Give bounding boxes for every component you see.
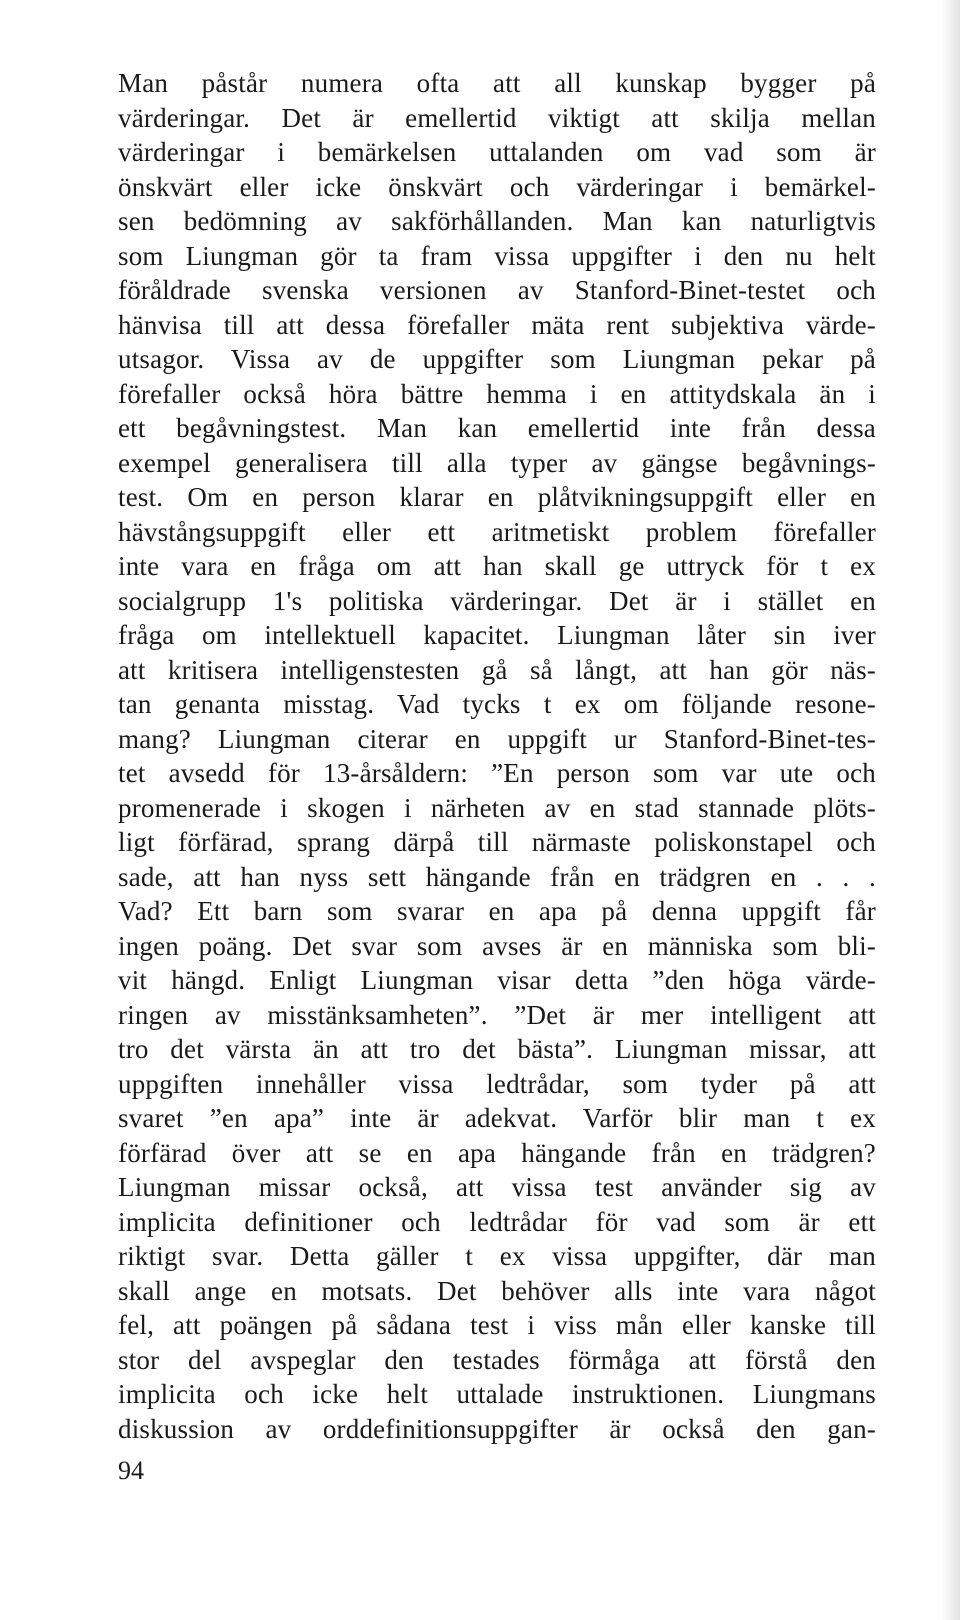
text-line: vit hängd. Enligt Liungman visar detta ”den höga värde- xyxy=(118,965,876,995)
body-text xyxy=(118,66,876,1446)
text-line: implicita och icke helt uttalade instruktionen. Liungmans xyxy=(118,1379,876,1409)
text-line: implicita definitioner och ledtrådar för vad som är ett xyxy=(118,1206,876,1237)
text-line: inte vara en fråga om att han skall ge uttryck för t ex xyxy=(118,551,876,581)
page-number: 94 xyxy=(118,1456,144,1485)
text-line: exempel generalisera till alla typer av gängse begåvnings- xyxy=(118,447,876,478)
text-line: utsagor. Vissa av de uppgifter som Liungman pekar på xyxy=(118,344,876,374)
text-line: skall ange en motsats. Det behöver alls inte vara något xyxy=(118,1275,876,1306)
text-line: förfärad över att se en apa hängande från en trädgren? xyxy=(118,1137,876,1168)
text-line: ligt förfärad, sprang därpå till närmaste poliskonstapel och xyxy=(118,827,876,857)
text-line: hänvisa till att dessa förefaller mäta rent subjektiva värde- xyxy=(118,309,876,340)
text-line: sade, att han nyss sett hängande från en trädgren en . . . xyxy=(118,861,876,892)
text-line: att kritisera intelligenstesten gå så långt, att han gör näs- xyxy=(118,654,876,685)
text-line: uppgiften innehåller vissa ledtrådar, som tyder på att xyxy=(118,1068,876,1099)
text-line: promenerade i skogen i närheten av en stad stannade plöts- xyxy=(118,792,876,823)
text-line: tan genanta misstag. Vad tycks t ex om följande resone- xyxy=(118,689,876,719)
text-line: Liungman missar också, att vissa test använder sig av xyxy=(118,1172,876,1202)
text-line: riktigt svar. Detta gäller t ex vissa uppgifter, där man xyxy=(118,1241,876,1271)
text-line: ingen poäng. Det svar som avses är en människa som bli- xyxy=(118,930,876,961)
text-line: ett begåvningstest. Man kan emellertid inte från dessa xyxy=(118,413,876,443)
text-line: värderingar. Det är emellertid viktigt att skilja mellan xyxy=(118,102,876,133)
text-line: tro det värsta än att tro det bästa”. Liungman missar, att xyxy=(118,1034,876,1064)
text-line: diskussion av orddefinitionsuppgifter är också den gan- xyxy=(118,1413,876,1444)
text-line: sen bedömning av sakförhållanden. Man kan naturligtvis xyxy=(118,206,876,236)
text-line: önskvärt eller icke önskvärt och värderingar i bemärkel- xyxy=(118,171,876,202)
text-line: stor del avspeglar den testades förmåga att förstå den xyxy=(118,1344,876,1375)
text-line: socialgrupp 1's politiska värderingar. Det är i stället en xyxy=(118,585,876,616)
text-line: föråldrade svenska versionen av Stanford-Binet-testet och xyxy=(118,275,876,305)
text-line: tet avsedd för 13-årsåldern: ”En person som var ute och xyxy=(118,758,876,788)
text-line: test. Om en person klarar en plåtvikningsuppgift eller en xyxy=(118,482,876,512)
text-line: ringen av misstänksamheten”. ”Det är mer intelligent att xyxy=(118,999,876,1030)
text-line: fel, att poängen på sådana test i viss mån eller kanske till xyxy=(118,1310,876,1340)
text-line: som Liungman gör ta fram vissa uppgifter i den nu helt xyxy=(118,240,876,271)
text-line: hävstångsuppgift eller ett aritmetiskt problem förefaller xyxy=(118,516,876,547)
page-edge-shadow xyxy=(942,0,960,1620)
text-line: Man påstår numera ofta att all kunskap bygger på xyxy=(118,68,876,98)
text-line: svaret ”en apa” inte är adekvat. Varför blir man t ex xyxy=(118,1103,876,1133)
text-line: fråga om intellektuell kapacitet. Liungman låter sin iver xyxy=(118,620,876,650)
text-line: Vad? Ett barn som svarar en apa på denna uppgift får xyxy=(118,896,876,926)
text-line: mang? Liungman citerar en uppgift ur Stanford-Binet-tes- xyxy=(118,723,876,754)
text-line: förefaller också höra bättre hemma i en attitydskala än i xyxy=(118,378,876,409)
text-line: värderingar i bemärkelsen uttalanden om vad som är xyxy=(118,137,876,167)
